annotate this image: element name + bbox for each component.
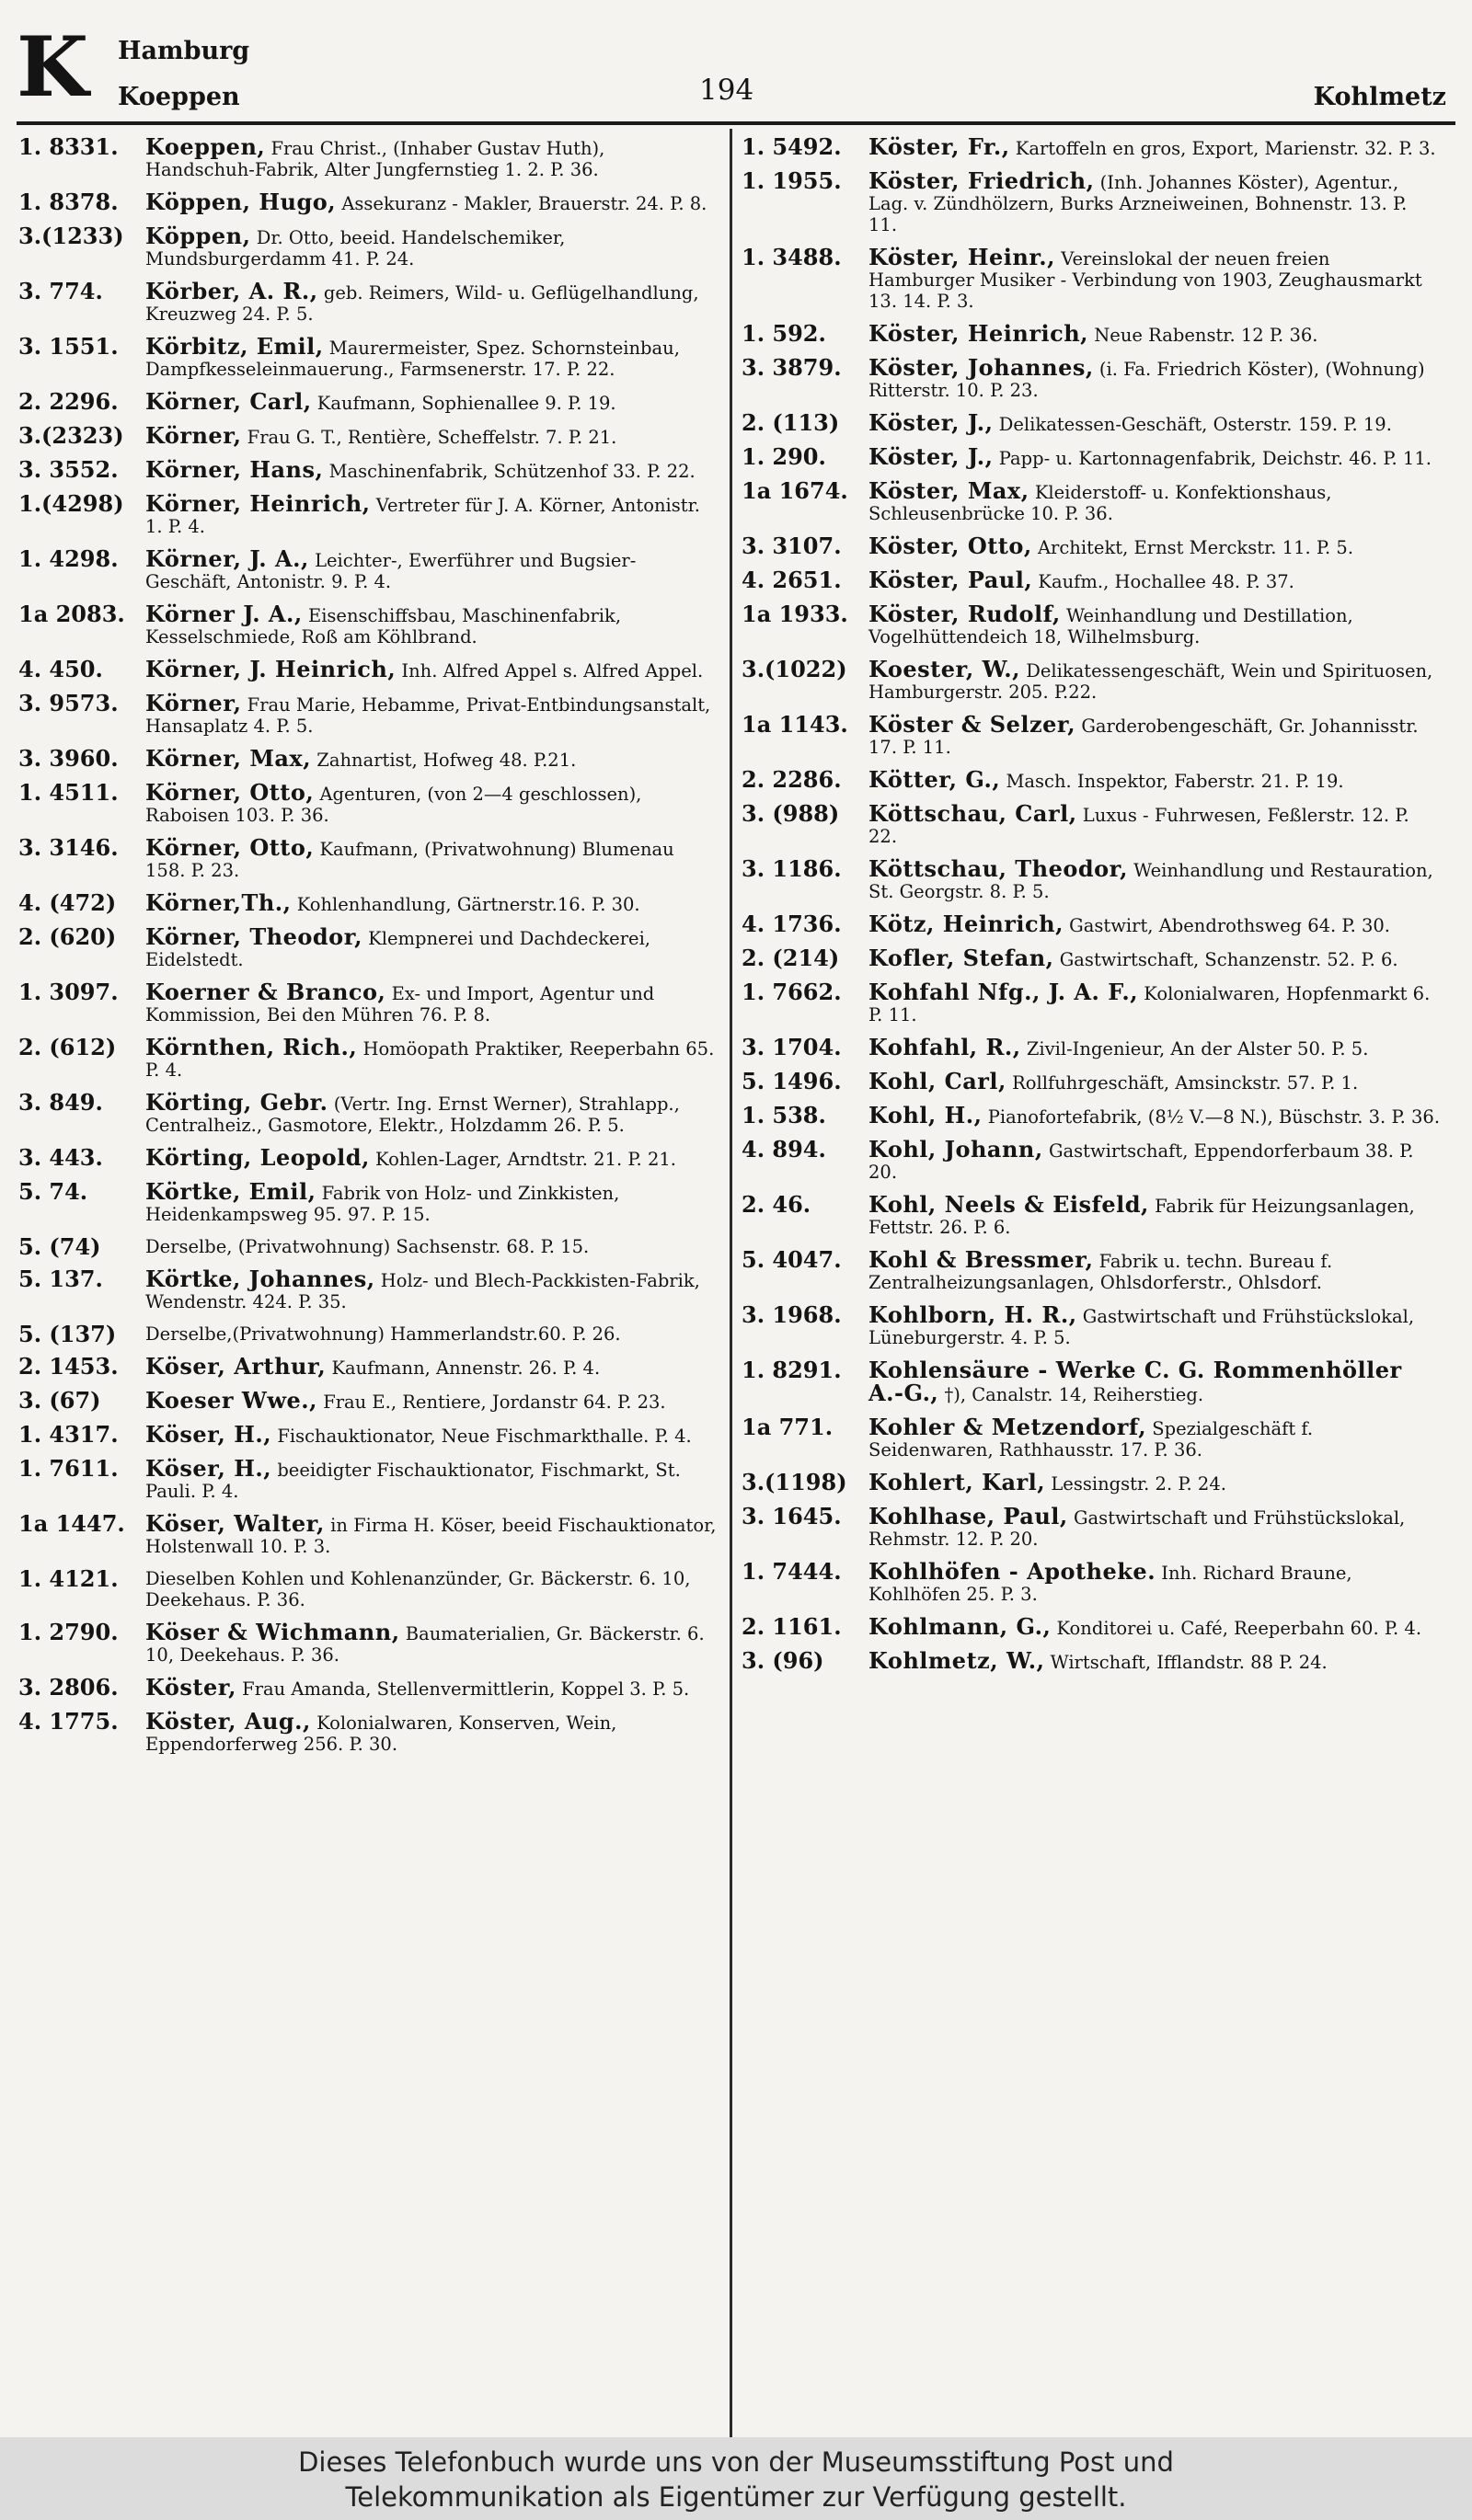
- phone-number: 3. 2806.: [18, 1674, 119, 1701]
- subscriber-details: Konditorei u. Café, Reeperbahn 60. P. 4.: [1056, 1618, 1422, 1639]
- directory-entry: [18, 422, 718, 449]
- subscriber-name: Körting, Gebr.: [145, 1089, 328, 1116]
- column-divider: [730, 129, 732, 2437]
- phone-number: 4. (472): [18, 889, 117, 916]
- subscriber-details: Homöopath Praktiker, Reeperbahn 65. P. 4.: [145, 1038, 715, 1081]
- subscriber-details: Maurermeister, Spez. Schornsteinbau, Dampfkesseleinmauerung., Farmsenerstr. 17. P. 22.: [145, 338, 680, 380]
- subscriber-name: Köttschau, Carl,: [868, 800, 1077, 827]
- subscriber-details: Ex- und Import, Agentur und Kommission, Bei den Mühren 76. P. 8.: [145, 983, 655, 1025]
- phone-number: 5. (74): [18, 1233, 101, 1260]
- phone-number: 3.(2323): [18, 422, 124, 449]
- directory-entry: [742, 569, 1441, 592]
- subscriber-name: Köster,: [145, 1674, 236, 1701]
- subscriber-details: Delikatessen-Geschäft, Osterstr. 159. P. 19.: [998, 414, 1392, 435]
- directory-entry: [742, 1647, 1441, 1674]
- subscriber-name: Kohlhöfen - Apotheke.: [868, 1558, 1156, 1585]
- directory-entry: [742, 477, 1441, 524]
- directory-entry: [18, 923, 718, 970]
- subscriber-name: Kohlensäure - Werke C. G. Rommenhöller A.-G.,: [868, 1357, 1402, 1406]
- subscriber-name: Köser, H.,: [145, 1455, 272, 1482]
- subscriber-details: Spezialgeschäft f. Seidenwaren, Rathhausstr. 17. P. 36.: [868, 1418, 1314, 1460]
- directory-entry: [742, 603, 1441, 647]
- subscriber-details: Frau G. T., Rentière, Scheffelstr. 7. P. 21.: [247, 427, 617, 448]
- subscriber-name: Körner, J. Heinrich,: [145, 656, 397, 682]
- subscriber-name: Köster, Johannes,: [868, 354, 1094, 381]
- phone-number: 3. (96): [742, 1647, 824, 1674]
- directory-entry: [18, 1387, 718, 1414]
- phone-number: 2. 1453.: [18, 1353, 119, 1380]
- subscriber-details: Rollfuhrgeschäft, Amsinckstr. 57. P. 1.: [1012, 1072, 1359, 1094]
- subscriber-details: Inh. Richard Braune, Kohlhöfen 25. P. 3.: [868, 1563, 1352, 1605]
- subscriber-name: Kohl, Johann,: [868, 1136, 1043, 1163]
- subscriber-details: beeidigter Fischauktionator, Fischmarkt, St. Pauli. P. 4.: [145, 1460, 681, 1502]
- subscriber-details: Frau E., Rentiere, Jordanstr 64. P. 23.: [323, 1392, 666, 1413]
- subscriber-name: Koeppen,: [145, 136, 266, 160]
- subscriber-name: Köster, Heinrich,: [868, 320, 1089, 347]
- subscriber-name: Kohlhase, Paul,: [868, 1503, 1068, 1529]
- phone-number: 1. 4511.: [18, 779, 119, 806]
- subscriber-details: in Firma H. Köser, beeid Fischauktionator, Holstenwall 10. P. 3.: [145, 1515, 717, 1557]
- phone-number: 3. (67): [18, 1387, 101, 1414]
- subscriber-details: Kolonialwaren, Hopfenmarkt 6. P. 11.: [868, 983, 1431, 1025]
- phone-number: 1. 4121.: [18, 1565, 119, 1592]
- phone-number: 1a 2083.: [18, 601, 125, 627]
- subscriber-name: Körner, Theodor,: [145, 923, 362, 950]
- phone-number: 1a 1143.: [742, 711, 848, 738]
- last-entry-label: Kohlmetz: [1313, 83, 1446, 111]
- subscriber-details: Agenturen, (von 2—4 geschlossen), Raboisen 103. P. 36.: [145, 784, 642, 826]
- subscriber-details: Garderobengeschäft, Gr. Johannisstr. 17. P. 11.: [868, 716, 1419, 758]
- subscriber-name: Köser & Wichmann,: [145, 1619, 400, 1645]
- phone-number: 1. 3097.: [18, 979, 119, 1005]
- subscriber-details: Dr. Otto, beeid. Handelschemiker, Mundsburgerdamm 41. P. 24.: [145, 227, 566, 269]
- subscriber-details: Leichter-, Ewerführer und Bugsier-Geschäft, Antonistr. 9. P. 4.: [145, 550, 637, 592]
- directory-entry: [18, 1510, 718, 1557]
- phone-number: 3. 849.: [18, 1089, 103, 1116]
- right-column: [742, 136, 1441, 2437]
- subscriber-name: Körtke, Emil,: [145, 1178, 316, 1205]
- page-header: [17, 18, 1455, 118]
- directory-entry: [18, 333, 718, 380]
- subscriber-details: Gastwirtschaft und Frühstückslokal, Rehmstr. 12. P. 20.: [868, 1507, 1406, 1550]
- subscriber-name: Kohl, H.,: [868, 1102, 983, 1128]
- directory-entry: [742, 1136, 1441, 1183]
- subscriber-name: Kohfahl, R.,: [868, 1034, 1021, 1060]
- subscriber-details: Assekuranz - Makler, Brauerstr. 24. P. 8.: [341, 193, 707, 214]
- phone-number: 1. 8291.: [742, 1357, 842, 1383]
- subscriber-name: Körner, Carl,: [145, 388, 312, 415]
- phone-number: 2. 1161.: [742, 1613, 842, 1640]
- subscriber-details: Frau Marie, Hebamme, Privat-Entbindungsanstalt, Hansaplatz 4. P. 5.: [145, 694, 711, 737]
- phone-number: 3. 1704.: [742, 1034, 842, 1060]
- phone-number: 2. (612): [18, 1034, 117, 1060]
- subscriber-name: Körner, Max,: [145, 745, 312, 772]
- directory-entry: [742, 656, 1441, 703]
- subscriber-name: Körbitz, Emil,: [145, 333, 324, 360]
- directory-entry: [18, 1089, 718, 1136]
- phone-number: 5. 74.: [18, 1178, 88, 1205]
- directory-entry: [18, 388, 718, 415]
- phone-number: 5. 4047.: [742, 1246, 842, 1273]
- directory-entry: [742, 1034, 1441, 1060]
- directory-entry: [742, 855, 1441, 902]
- subscriber-details: Zahnartist, Hofweg 48. P.21.: [316, 750, 577, 771]
- page-number: 194: [699, 74, 754, 107]
- phone-number: 1. 4317.: [18, 1421, 119, 1448]
- directory-entry: [742, 947, 1441, 970]
- subscriber-details: Baumaterialien, Gr. Bäckerstr. 6. 10, Deekehaus. P. 36.: [145, 1623, 705, 1666]
- directory-entry: [18, 981, 718, 1025]
- subscriber-name: Kötter, G.,: [868, 766, 1001, 793]
- subscriber-details: (Vertr. Ing. Ernst Werner), Strahlapp., Centralheiz., Gasmotore, Elektr., Holzdamm 26. P. 5.: [145, 1094, 680, 1136]
- subscriber-name: Körtke, Johannes,: [145, 1266, 375, 1292]
- subscriber-name: Köser, H.,: [145, 1421, 272, 1448]
- phone-number: 3. (988): [742, 800, 840, 827]
- subscriber-name: Kohlert, Karl,: [868, 1469, 1046, 1495]
- subscriber-name: Köster, Paul,: [868, 567, 1033, 593]
- phone-number: 2. (214): [742, 945, 840, 971]
- directory-entry: [18, 278, 718, 325]
- directory-entry: [18, 545, 718, 592]
- phone-number: 1a 1674.: [742, 477, 848, 504]
- phone-number: 5. 1496.: [742, 1068, 842, 1094]
- subscriber-details: Derselbe, (Privatwohnung) Sachsenstr. 68. P. 15.: [145, 1236, 590, 1257]
- phone-number: 3. 774.: [18, 278, 103, 304]
- subscriber-details: Gastwirt, Abendrothsweg 64. P. 30.: [1069, 915, 1391, 936]
- subscriber-details: Lessingstr. 2. P. 24.: [1051, 1473, 1226, 1495]
- subscriber-name: Körner,: [145, 690, 242, 716]
- phone-number: 1.(4298): [18, 490, 124, 517]
- directory-entry: [742, 1102, 1441, 1128]
- directory-entry: [742, 1558, 1441, 1605]
- directory-entry: [742, 443, 1441, 470]
- subscriber-name: Koerner & Branco,: [145, 979, 386, 1005]
- directory-entry: [18, 490, 718, 537]
- directory-entry: [18, 690, 718, 737]
- subscriber-details: Weinhandlung und Restauration, St. Georgstr. 8. P. 5.: [868, 860, 1433, 902]
- subscriber-name: Körner,: [145, 422, 242, 449]
- directory-entry: [742, 136, 1441, 159]
- subscriber-details: Frau Christ., (Inhaber Gustav Huth), Handschuh-Fabrik, Alter Jungfernstieg 1. 2. P. 36.: [145, 138, 605, 180]
- subscriber-name: Kohl, Neels & Eisfeld,: [868, 1191, 1149, 1218]
- subscriber-details: Kaufmann, Sophienallee 9. P. 19.: [316, 393, 616, 414]
- subscriber-details: Masch. Inspektor, Faberstr. 21. P. 19.: [1006, 771, 1344, 792]
- phone-number: 4. 894.: [742, 1136, 826, 1163]
- header-rule: [17, 121, 1455, 125]
- directory-entry: [18, 1565, 718, 1610]
- phone-number: 3.(1233): [18, 223, 124, 249]
- directory-entry: [18, 1455, 718, 1502]
- subscriber-name: Kötz, Heinrich,: [868, 911, 1064, 937]
- directory-entry: [18, 136, 718, 180]
- phone-number: 1. 2790.: [18, 1619, 119, 1645]
- directory-entry: [742, 354, 1441, 401]
- subscriber-name: Köster, Otto,: [868, 533, 1032, 559]
- phone-number: 3. 3107.: [742, 533, 842, 559]
- directory-entry: [742, 1469, 1441, 1495]
- subscriber-details: Dieselben Kohlen und Kohlenanzünder, Gr. Bäckerstr. 6. 10, Deekehaus. P. 36.: [145, 1568, 691, 1610]
- subscriber-details: Kaufmann, Annenstr. 26. P. 4.: [331, 1357, 601, 1379]
- phone-number: 3. 9573.: [18, 690, 119, 716]
- first-entry-label: Koeppen: [118, 83, 240, 111]
- subscriber-details: Inh. Alfred Appel s. Alfred Appel.: [401, 660, 704, 682]
- subscriber-details: Holz- und Blech-Packkisten-Fabrik, Wendenstr. 424. P. 35.: [145, 1270, 700, 1312]
- subscriber-name: Körner, Heinrich,: [145, 490, 371, 517]
- subscriber-details: Pianofortefabrik, (8½ V.—8 N.), Büschstr. 3. P. 36.: [987, 1106, 1441, 1128]
- phone-number: 1. 8378.: [18, 189, 119, 215]
- directory-entry: [742, 800, 1441, 847]
- subscriber-name: Köttschau, Theodor,: [868, 855, 1128, 882]
- subscriber-details: Eisenschiffsbau, Maschinenfabrik, Kesselschmiede, Roß am Köhlbrand.: [145, 605, 622, 647]
- directory-entry: [742, 1359, 1441, 1405]
- phone-number: 3. 1186.: [742, 855, 842, 882]
- directory-entry: [18, 1353, 718, 1380]
- city-label: Hamburg: [118, 37, 250, 65]
- subscriber-name: Kohlborn, H. R.,: [868, 1301, 1077, 1328]
- phone-number: 1. 592.: [742, 320, 826, 347]
- subscriber-name: Köppen, Hugo,: [145, 189, 337, 215]
- subscriber-details: Klempnerei und Dachdeckerei, Eidelstedt.: [145, 928, 651, 970]
- subscriber-name: Körner,Th.,: [145, 889, 292, 916]
- phone-number: 1. 7611.: [18, 1455, 119, 1482]
- subscriber-details: Kohlenhandlung, Gärtnerstr.16. P. 30.: [296, 894, 640, 915]
- directory-entry: [18, 1621, 718, 1666]
- directory-entry: [18, 1144, 718, 1171]
- subscriber-name: Körner, J. A.,: [145, 545, 309, 572]
- phone-number: 5. 137.: [18, 1266, 103, 1292]
- subscriber-name: Köster, J.,: [868, 409, 994, 436]
- subscriber-name: Kofler, Stefan,: [868, 945, 1054, 971]
- directory-entry: [742, 1246, 1441, 1293]
- directory-entry: [742, 246, 1441, 312]
- subscriber-details: Gastwirtschaft, Schanzenstr. 52. P. 6.: [1059, 949, 1398, 970]
- directory-entry: [742, 1068, 1441, 1094]
- phone-number: 3. 1645.: [742, 1503, 842, 1529]
- footer-line-1: Dieses Telefonbuch wurde uns von der Museumsstiftung Post und: [298, 2446, 1174, 2478]
- directory-entry: [18, 889, 718, 916]
- subscriber-details: Fabrik von Holz- und Zinkkisten, Heidenkampsweg 95. 97. P. 15.: [145, 1183, 620, 1225]
- directory-entry: [18, 225, 718, 269]
- phone-number: 3. 3146.: [18, 834, 119, 861]
- phone-number: 4. 1736.: [742, 911, 842, 937]
- subscriber-details: Kleiderstoff- u. Konfektionshaus, Schleusenbrücke 10. P. 36.: [868, 482, 1332, 524]
- directory-entry: [742, 320, 1441, 347]
- phone-number: 1. 290.: [742, 443, 826, 470]
- phone-number: 2. (113): [742, 409, 840, 436]
- directory-entry: [742, 409, 1441, 436]
- subscriber-details: (i. Fa. Friedrich Köster), (Wohnung) Ritterstr. 10. P. 23.: [868, 359, 1425, 401]
- phone-number: 3. 1551.: [18, 333, 119, 360]
- directory-entry: [18, 656, 718, 682]
- subscriber-details: Fischauktionator, Neue Fischmarkthalle. P. 4.: [277, 1426, 692, 1447]
- subscriber-details: Luxus - Fuhrwesen, Feßlerstr. 12. P. 22.: [868, 805, 1409, 847]
- subscriber-details: (Inh. Johannes Köster), Agentur., Lag. v. Zündhölzern, Burks Arzneiweinen, Bohnenstr. 13. P. 11.: [868, 172, 1408, 235]
- phone-number: 1. 5492.: [742, 136, 842, 160]
- phone-number: 1. 7662.: [742, 979, 842, 1005]
- phone-number: 3. 443.: [18, 1144, 103, 1171]
- phone-number: 3. 3552.: [18, 456, 119, 483]
- subscriber-name: Köster, Heinr.,: [868, 244, 1055, 270]
- subscriber-details: †), Canalstr. 14, Reiherstieg.: [944, 1384, 1204, 1405]
- phone-number: 1. 8331.: [18, 136, 119, 160]
- subscriber-name: Köser, Arthur,: [145, 1353, 327, 1380]
- subscriber-name: Körner, Hans,: [145, 456, 324, 483]
- subscriber-name: Körting, Leopold,: [145, 1144, 370, 1171]
- phone-number: 1. 538.: [742, 1102, 826, 1128]
- phone-number: 1a 771.: [742, 1414, 834, 1440]
- directory-entry: [18, 1233, 718, 1260]
- directory-entry: [742, 1503, 1441, 1550]
- subscriber-details: Kaufm., Hochallee 48. P. 37.: [1038, 571, 1294, 592]
- directory-entry: [18, 1323, 718, 1345]
- subscriber-name: Kohfahl Nfg., J. A. F.,: [868, 979, 1139, 1005]
- phone-number: 3. 1968.: [742, 1301, 842, 1328]
- subscriber-name: Kohlmetz, W.,: [868, 1647, 1045, 1674]
- subscriber-name: Kohl & Bressmer,: [868, 1246, 1094, 1273]
- subscriber-details: Kaufmann, (Privatwohnung) Blumenau 158. P. 23.: [145, 839, 674, 881]
- subscriber-details: Derselbe,(Privatwohnung) Hammerlandstr.60. P. 26.: [145, 1323, 621, 1345]
- phone-number: 2. 2286.: [742, 766, 842, 793]
- phone-number: 1a 1933.: [742, 601, 848, 627]
- subscriber-name: Kohler & Metzendorf,: [868, 1414, 1147, 1440]
- subscriber-details: Fabrik u. techn. Bureau f. Zentralheizungsanlagen, Ohlsdorferstr., Ohlsdorf.: [868, 1251, 1333, 1293]
- phone-number: 1. 7444.: [742, 1558, 842, 1585]
- left-column: [18, 136, 718, 2437]
- subscriber-name: Köster, Max,: [868, 477, 1029, 504]
- subscriber-details: Neue Rabenstr. 12 P. 36.: [1094, 325, 1318, 346]
- phone-number: 1a 1447.: [18, 1510, 125, 1537]
- subscriber-name: Körner, Otto,: [145, 779, 315, 806]
- phone-number: 4. 1775.: [18, 1708, 119, 1735]
- subscriber-name: Körner, Otto,: [145, 834, 315, 861]
- subscriber-name: Köser, Walter,: [145, 1510, 325, 1537]
- subscriber-details: Vereinslokal der neuen freien Hamburger Musiker - Verbindung von 1903, Zeughausmarkt 13. 14. P. 3.: [868, 248, 1422, 312]
- directory-entry: [742, 1613, 1441, 1640]
- directory-entry: [18, 603, 718, 647]
- directory-entry: [18, 834, 718, 881]
- footer-line-2: Telekommunikation als Eigentümer zur Verfügung gestellt.: [345, 2481, 1127, 2513]
- directory-entry: [742, 1416, 1441, 1460]
- subscriber-details: Gastwirtschaft und Frühstückslokal, Lüneburgerstr. 4. P. 5.: [868, 1306, 1415, 1348]
- directory-entry: [742, 981, 1441, 1025]
- subscriber-name: Koeser Wwe.,: [145, 1387, 317, 1414]
- directory-entry: [18, 1674, 718, 1701]
- subscriber-details: Kohlen-Lager, Arndtstr. 21. P. 21.: [375, 1149, 676, 1170]
- subscriber-name: Köster, J.,: [868, 443, 994, 470]
- directory-entry: [18, 1178, 718, 1225]
- directory-entry: [742, 711, 1441, 758]
- subscriber-name: Körber, A. R.,: [145, 278, 318, 304]
- directory-entry: [18, 1034, 718, 1081]
- subscriber-name: Köster, Fr.,: [868, 136, 1010, 160]
- subscriber-details: Fabrik für Heizungsanlagen, Fettstr. 26. P. 6.: [868, 1196, 1415, 1238]
- subscriber-name: Köster & Selzer,: [868, 711, 1076, 738]
- subscriber-details: Maschinenfabrik, Schützenhof 33. P. 22.: [328, 461, 696, 482]
- phone-number: 3. 3960.: [18, 745, 119, 772]
- subscriber-name: Köppen,: [145, 223, 251, 249]
- phone-number: 1. 3488.: [742, 244, 842, 270]
- subscriber-details: Zivil-Ingenieur, An der Alster 50. P. 5.: [1026, 1038, 1369, 1060]
- subscriber-name: Körner J. A.,: [145, 601, 303, 627]
- subscriber-details: Architekt, Ernst Merckstr. 11. P. 5.: [1037, 537, 1354, 558]
- phone-number: 2. 46.: [742, 1191, 811, 1218]
- subscriber-name: Köster, Aug.,: [145, 1708, 311, 1735]
- footer-banner: [0, 2437, 1472, 2520]
- directory-entry: [18, 1268, 718, 1312]
- subscriber-details: Gastwirtschaft, Eppendorferbaum 38. P. 20.: [868, 1140, 1414, 1183]
- directory-entry: [18, 1421, 718, 1448]
- phone-number: 3.(1198): [742, 1469, 847, 1495]
- subscriber-name: Köster, Friedrich,: [868, 167, 1095, 194]
- phone-number: 3. 3879.: [742, 354, 842, 381]
- subscriber-details: Kartoffeln en gros, Export, Marienstr. 32. P. 3.: [1015, 138, 1436, 159]
- directory-entry: [18, 191, 718, 214]
- phone-number: 5. (137): [18, 1321, 117, 1347]
- phone-number: 4. 2651.: [742, 567, 842, 593]
- section-letter: K: [17, 18, 89, 116]
- subscriber-details: geb. Reimers, Wild- u. Geflügelhandlung, Kreuzweg 24. P. 5.: [145, 282, 699, 325]
- phone-number: 2. (620): [18, 923, 117, 950]
- phone-number: 2. 2296.: [18, 388, 119, 415]
- subscriber-details: Frau Amanda, Stellenvermittlerin, Koppel 3. P. 5.: [242, 1678, 690, 1700]
- subscriber-name: Kohl, Carl,: [868, 1068, 1006, 1094]
- subscriber-name: Kohlmann, G.,: [868, 1613, 1052, 1640]
- phone-number: 1. 1955.: [742, 167, 842, 194]
- subscriber-details: Kolonialwaren, Konserven, Wein, Eppendorferweg 256. P. 30.: [145, 1712, 617, 1755]
- subscriber-details: Weinhandlung und Destillation, Vogelhüttendeich 18, Wilhelmsburg.: [868, 605, 1353, 647]
- directory-entry: [742, 535, 1441, 558]
- directory-entry: [18, 745, 718, 772]
- subscriber-name: Koester, W.,: [868, 656, 1021, 682]
- subscriber-details: Wirtschaft, Ifflandstr. 88 P. 24.: [1050, 1652, 1328, 1673]
- directory-entry: [742, 766, 1441, 793]
- phone-number: 3.(1022): [742, 656, 847, 682]
- subscriber-details: Papp- u. Kartonnagenfabrik, Deichstr. 46. P. 11.: [998, 448, 1432, 469]
- directory-entry: [742, 167, 1441, 235]
- phone-number: 4. 450.: [18, 656, 103, 682]
- subscriber-details: Vertreter für J. A. Körner, Antonistr. 1. P. 4.: [145, 495, 700, 537]
- subscriber-details: Delikatessengeschäft, Wein und Spirituosen, Hamburgerstr. 205. P.22.: [868, 660, 1433, 703]
- directory-entry: [18, 779, 718, 826]
- directory-entry: [742, 913, 1441, 936]
- directory-entry: [742, 1191, 1441, 1238]
- phone-number: 1. 4298.: [18, 545, 119, 572]
- directory-entry: [18, 1708, 718, 1755]
- subscriber-name: Köster, Rudolf,: [868, 601, 1061, 627]
- directory-entry: [742, 1301, 1441, 1348]
- subscriber-name: Körnthen, Rich.,: [145, 1034, 358, 1060]
- directory-entry: [18, 456, 718, 483]
